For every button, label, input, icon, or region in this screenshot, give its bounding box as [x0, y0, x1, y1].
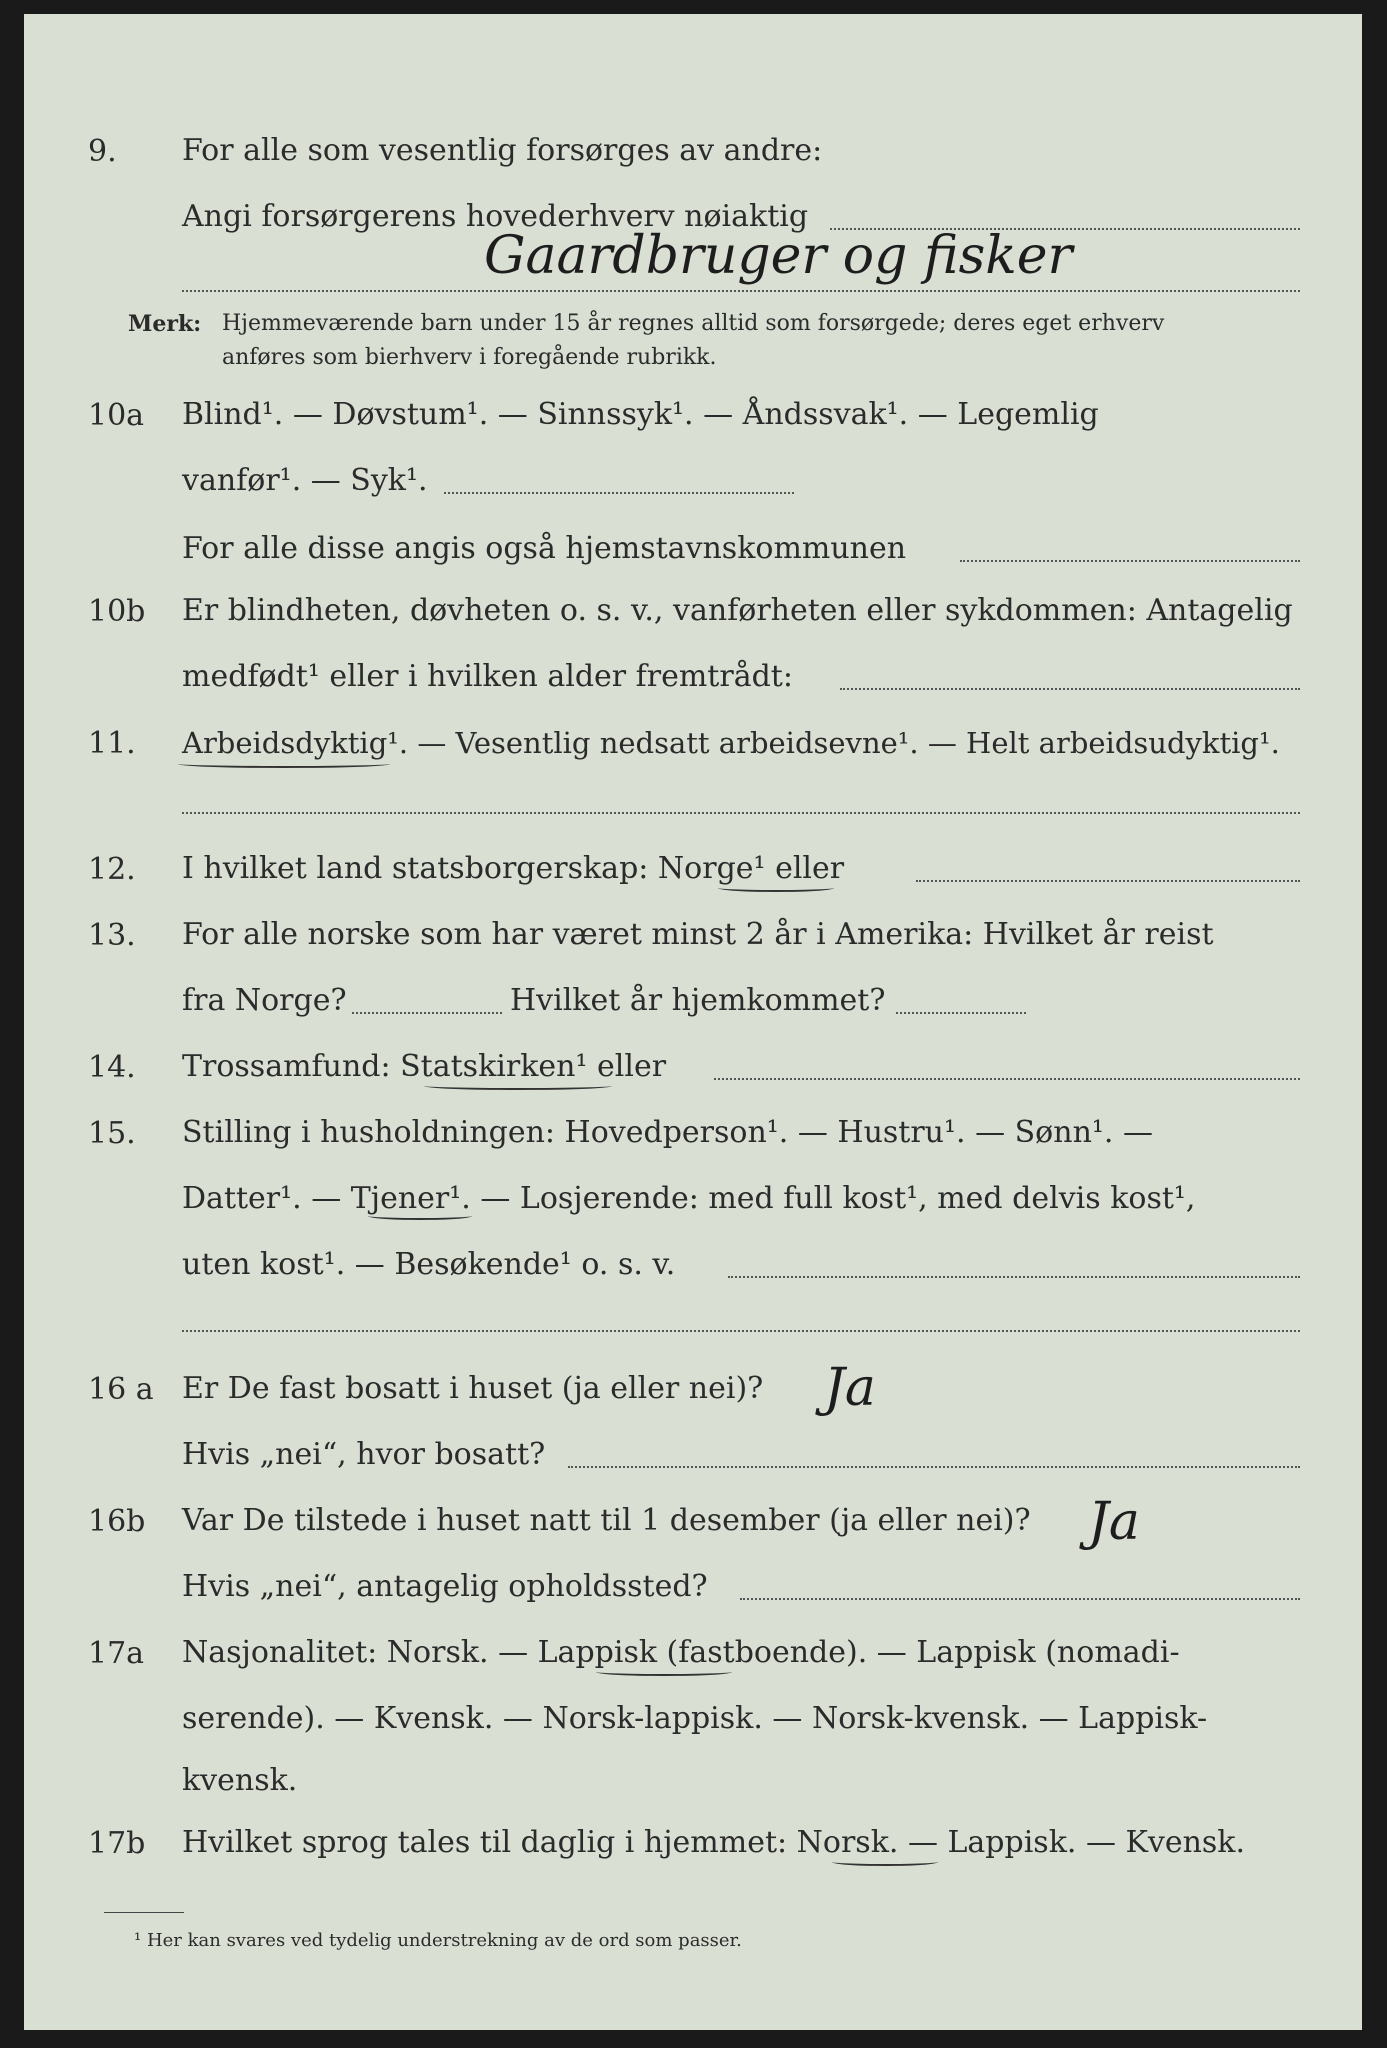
q11-number: 11. — [88, 726, 136, 761]
q13-number: 13. — [88, 918, 136, 953]
q9-number: 9. — [88, 134, 117, 169]
q12-line1: I hvilket land statsborgerskap: Norge¹ eller — [182, 851, 845, 886]
q10a-line3: For alle disse angis også hjemstavnskommunen — [182, 531, 907, 566]
q10a-line1: Blind¹. — Døvstum¹. — Sinnssyk¹. — Åndssvak¹. — Legemlig — [182, 397, 1099, 432]
q13-line2a: fra Norge? — [182, 983, 347, 1018]
q15-line3: uten kost¹. — Besøkende¹ o. s. v. — [182, 1247, 676, 1282]
q9-handwritten-answer: Gaardbruger og fisker — [484, 226, 1073, 286]
q14-number: 14. — [88, 1050, 136, 1085]
q17a-line1: Nasjonalitet: Norsk. — Lappisk (fastboende). — Lappisk (nomadi- — [182, 1635, 1180, 1670]
merk-line1: Hjemmeværende barn under 15 år regnes alltid som forsørgede; deres eget erhverv — [222, 311, 1165, 336]
q15-extra-line — [182, 1330, 1300, 1332]
q12-dotted-line — [916, 880, 1300, 882]
q10a-line2: vanfør¹. — Syk¹. — [182, 463, 428, 498]
q13-return-line — [896, 1012, 1026, 1014]
q13-line2b: Hvilket år hjemkommet? — [510, 983, 886, 1018]
q10a-dotted-line — [444, 492, 794, 494]
q10b-number: 10b — [88, 594, 146, 629]
q13-line1: For alle norske som har været minst 2 år i Amerika: Hvilket år reist — [182, 917, 1214, 952]
q14-dotted-line — [714, 1078, 1300, 1080]
q16b-dotted-line — [740, 1598, 1300, 1600]
q17a-line3: kvensk. — [182, 1763, 298, 1798]
q15-dotted-line — [728, 1276, 1300, 1278]
q10a-home-line — [960, 560, 1300, 562]
q16b-handwritten-answer: Ja — [1088, 1492, 1140, 1552]
q9-line2: Angi forsørgerens hovederhverv nøiaktig — [182, 199, 809, 234]
q11-line1: Arbeidsdyktig¹. — Vesentlig nedsatt arbeidsevne¹. — Helt arbeidsudyktig¹. — [182, 726, 1280, 760]
q15-number: 15. — [88, 1116, 136, 1151]
q16a-dotted-line — [568, 1466, 1300, 1468]
q16a-line2: Hvis „nei“, hvor bosatt? — [182, 1437, 546, 1472]
footnote: ¹ Her kan svares ved tydelig understrekning av de ord som passer. — [134, 1930, 742, 1951]
q14-underline-mark — [424, 1082, 612, 1090]
q9-line1: For alle som vesentlig forsørges av andre: — [182, 133, 823, 168]
q17a-line2: serende). — Kvensk. — Norsk-lappisk. — Norsk-kvensk. — Lappisk- — [182, 1701, 1208, 1736]
q10b-line2: medfødt¹ eller i hvilken alder fremtrådt: — [182, 659, 793, 694]
q10a-number: 10a — [88, 398, 145, 433]
q14-line1: Trossamfund: Statskirken¹ eller — [182, 1049, 667, 1084]
q16b-line1: Var De tilstede i huset natt til 1 desember (ja eller nei)? — [182, 1503, 1031, 1538]
footnote-rule — [104, 1912, 184, 1913]
q11-underline-mark — [178, 760, 390, 768]
q17a-number: 17a — [88, 1636, 145, 1671]
q15-underline-mark — [368, 1212, 472, 1220]
q17a-underline-mark — [596, 1668, 732, 1676]
q17b-number: 17b — [88, 1826, 146, 1861]
q16a-handwritten-answer: Ja — [824, 1358, 876, 1418]
merk-line2: anføres som bierhverv i foregående rubrikk. — [222, 345, 717, 370]
q16a-number: 16 a — [88, 1372, 154, 1407]
q15-line1: Stilling i husholdningen: Hovedperson¹. — Hustru¹. — Sønn¹. — — [182, 1115, 1153, 1150]
merk-label: Merk: — [128, 311, 202, 337]
q13-departure-line — [352, 1012, 502, 1014]
q12-underline-mark — [718, 884, 834, 892]
q10b-line1: Er blindheten, døvheten o. s. v., vanførheten eller sykdommen: Antagelig — [182, 593, 1293, 628]
q17b-line1: Hvilket sprog tales til daglig i hjemmet: Norsk. — Lappisk. — Kvensk. — [182, 1825, 1246, 1860]
q10b-dotted-line — [840, 688, 1300, 690]
q16b-line2: Hvis „nei“, antagelig opholdssted? — [182, 1569, 708, 1604]
q11-dotted-line — [182, 812, 1300, 814]
q16a-line1: Er De fast bosatt i huset (ja eller nei)? — [182, 1371, 764, 1406]
q12-number: 12. — [88, 852, 136, 887]
q9-answer-line — [182, 290, 1300, 292]
q16b-number: 16b — [88, 1504, 146, 1539]
census-form-page — [24, 14, 1362, 2030]
q15-line2: Datter¹. — Tjener¹. — Losjerende: med full kost¹, med delvis kost¹, — [182, 1181, 1196, 1216]
q17b-underline-mark — [832, 1858, 938, 1866]
